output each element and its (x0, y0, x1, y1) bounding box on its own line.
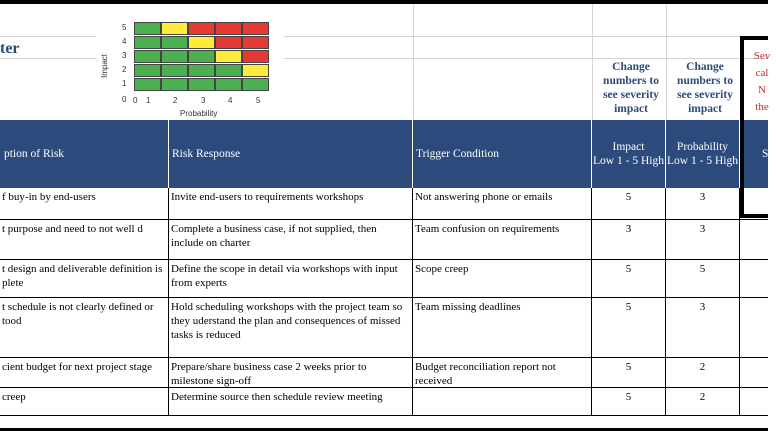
header-probability-scale: Low 1 - 5 High (667, 155, 738, 167)
matrix-cell (134, 36, 161, 49)
cell-severity[interactable] (740, 260, 768, 297)
matrix-cell (242, 78, 269, 91)
matrix-cell (215, 22, 242, 35)
cell-trigger[interactable]: Team confusion on requirements (413, 220, 592, 259)
matrix-cell (215, 50, 242, 63)
cell-response[interactable]: Hold scheduling workshops with the project team so they uderstand the plan and consequences of missed tasks is reduced (169, 298, 413, 357)
severity-column-border (740, 214, 768, 218)
cell-impact[interactable]: 5 (592, 260, 666, 297)
cell-trigger[interactable]: Not answering phone or emails (413, 188, 592, 219)
matrix-cell (242, 22, 269, 35)
table-row[interactable] (0, 388, 768, 416)
cell-trigger[interactable]: Budget reconciliation report not received (413, 358, 592, 387)
cell-description[interactable]: t schedule is not clearly defined or tood (0, 298, 169, 357)
cell-probability[interactable]: 3 (666, 298, 740, 357)
cell-probability[interactable]: 3 (666, 188, 740, 219)
x-tick: 1 (146, 96, 151, 105)
gridline (592, 4, 593, 120)
cell-severity[interactable] (740, 298, 768, 357)
matrix-cell (188, 22, 215, 35)
matrix-cell (134, 50, 161, 63)
cell-response[interactable]: Define the scope in detail via workshops with input from experts (169, 260, 413, 297)
matrix-cell (242, 36, 269, 49)
cell-probability[interactable]: 2 (666, 388, 740, 415)
cell-impact[interactable]: 5 (592, 358, 666, 387)
matrix-cell (134, 22, 161, 35)
table-row[interactable] (0, 358, 768, 388)
matrix-cell (161, 22, 188, 35)
header-description[interactable]: ption of Risk (0, 120, 169, 188)
cell-response[interactable]: Invite end-users to requirements workshops (169, 188, 413, 219)
top-border (0, 0, 768, 4)
severity-note-line: Sev (753, 50, 771, 62)
table-row[interactable] (0, 220, 768, 260)
x-tick: 5 (256, 96, 261, 105)
cell-impact[interactable]: 5 (592, 298, 666, 357)
y-tick: 1 (122, 79, 127, 88)
cell-trigger[interactable] (413, 388, 592, 415)
matrix-cell (188, 78, 215, 91)
cell-description[interactable]: f buy-in by end-users (0, 188, 169, 219)
cell-trigger[interactable]: Team missing deadlines (413, 298, 592, 357)
sheet-title: ter (0, 40, 20, 57)
cell-severity[interactable] (740, 220, 768, 259)
table-row[interactable] (0, 260, 768, 298)
header-impact[interactable] (592, 120, 666, 188)
y-tick: 0 (122, 95, 127, 104)
cell-description[interactable]: t purpose and need to not well d (0, 220, 169, 259)
cell-description[interactable]: t design and deliverable definition is plete (0, 260, 169, 297)
matrix-y-label: Impact (100, 53, 109, 78)
matrix-cell (161, 64, 188, 77)
header-risk-response[interactable]: Risk Response (169, 120, 413, 188)
cell-severity[interactable] (740, 358, 768, 387)
severity-note-line: N (758, 84, 766, 96)
matrix-cell (215, 78, 242, 91)
cell-description[interactable]: cient budget for next project stage (0, 358, 169, 387)
cell-probability[interactable]: 2 (666, 358, 740, 387)
x-tick: 2 (173, 96, 178, 105)
cell-impact[interactable]: 5 (592, 188, 666, 219)
header-trigger-condition[interactable]: Trigger Condition (413, 120, 592, 188)
cell-response[interactable]: Determine source then schedule review meeting (169, 388, 413, 415)
table-row[interactable] (0, 298, 768, 358)
matrix-cell (242, 50, 269, 63)
cell-description[interactable]: creep (0, 388, 169, 415)
x-tick: 4 (228, 96, 233, 105)
cell-response[interactable]: Prepare/share business case 2 weeks prior to milestone sign-off (169, 358, 413, 387)
header-probability[interactable] (666, 120, 740, 188)
cell-severity[interactable] (740, 388, 768, 415)
cell-impact[interactable]: 3 (592, 220, 666, 259)
severity-column-border (740, 36, 768, 40)
matrix-cell (188, 50, 215, 63)
gridline (666, 4, 667, 120)
header-impact-scale: Low 1 - 5 High (593, 155, 664, 167)
matrix-cell (188, 64, 215, 77)
y-tick: 4 (122, 37, 127, 46)
matrix-cell (134, 64, 161, 77)
y-tick: 2 (122, 65, 127, 74)
severity-column-border (740, 36, 744, 217)
y-tick: 3 (122, 51, 127, 60)
gridline (413, 4, 414, 120)
matrix-cell (161, 36, 188, 49)
header-severity[interactable]: S (762, 148, 769, 160)
severity-note-line: the (755, 101, 769, 113)
severity-note (748, 48, 776, 116)
cell-probability[interactable]: 3 (666, 220, 740, 259)
header-impact-label: Impact (612, 141, 645, 153)
cell-response[interactable]: Complete a business case, if not supplied, then include on charter (169, 220, 413, 259)
cell-probability[interactable]: 5 (666, 260, 740, 297)
y-tick: 5 (122, 23, 127, 32)
matrix-cell (215, 36, 242, 49)
impact-note: Change numbers to see severity impact (603, 61, 659, 115)
x-tick: 0 (133, 96, 138, 105)
matrix-cell (161, 50, 188, 63)
probability-note: Change numbers to see severity impact (677, 61, 733, 115)
x-tick: 3 (201, 96, 206, 105)
matrix-cell (161, 78, 188, 91)
cell-trigger[interactable]: Scope creep (413, 260, 592, 297)
matrix-cell (215, 64, 242, 77)
header-probability-label: Probability (676, 141, 729, 153)
matrix-cell (134, 78, 161, 91)
matrix-x-label: Probability (180, 109, 218, 118)
risk-matrix (96, 18, 284, 122)
matrix-cell (188, 36, 215, 49)
matrix-cell (242, 64, 269, 77)
table-row[interactable] (0, 188, 768, 220)
cell-impact[interactable]: 5 (592, 388, 666, 415)
severity-note-line: cal (755, 67, 769, 79)
